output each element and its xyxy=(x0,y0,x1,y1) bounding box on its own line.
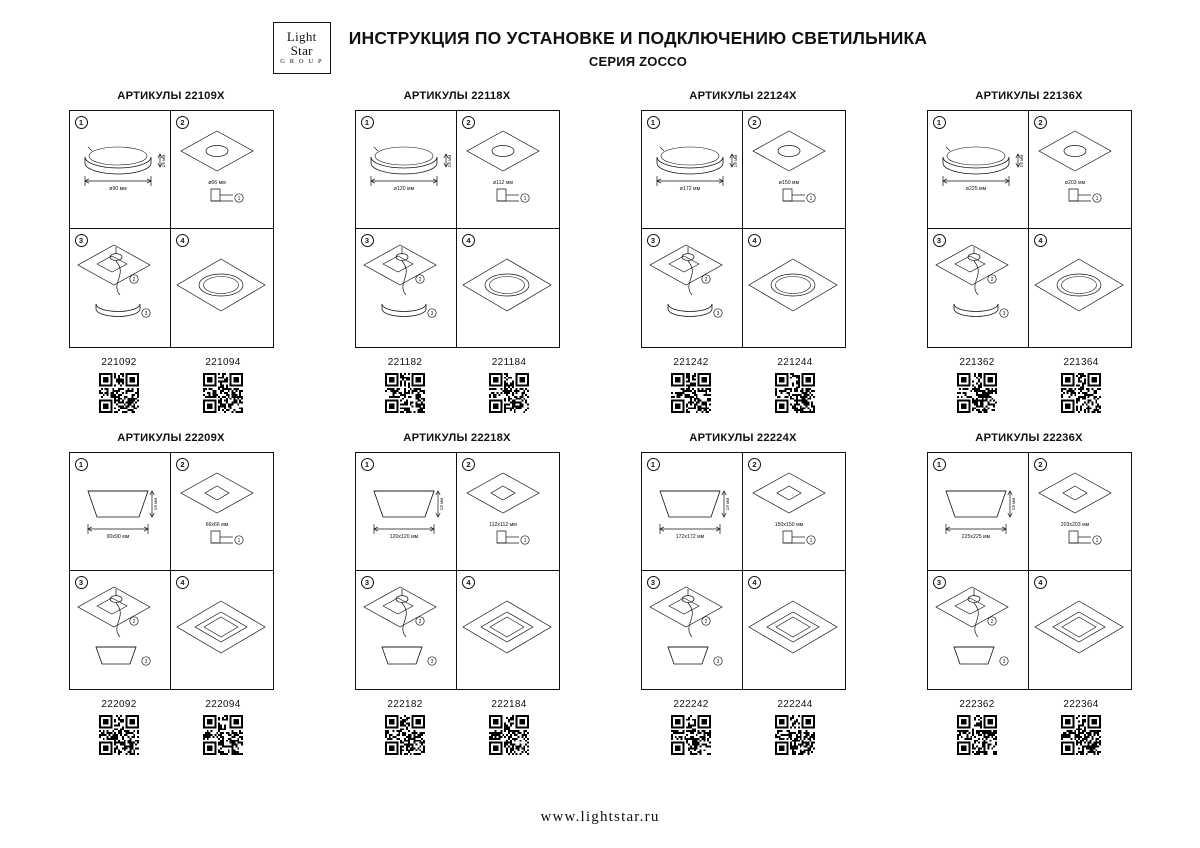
qr-code-icon[interactable] xyxy=(489,373,529,413)
step-number-badge: 3 xyxy=(647,576,660,589)
svg-text:2: 2 xyxy=(704,277,707,283)
svg-text:3: 3 xyxy=(1002,659,1005,665)
article-group-title: АРТИКУЛЫ 22109X xyxy=(117,90,225,102)
svg-text:ø120 мм: ø120 мм xyxy=(393,186,414,192)
product-code-item xyxy=(764,699,826,760)
groups-container xyxy=(0,90,1200,760)
svg-text:1: 1 xyxy=(237,538,241,544)
step-diagram-3 xyxy=(70,229,172,347)
installation-step-3 xyxy=(70,229,172,347)
step-number-badge: 3 xyxy=(361,234,374,247)
product-codes xyxy=(900,357,1158,418)
step-diagram-3 xyxy=(356,229,458,347)
installation-step-3 xyxy=(642,571,744,689)
step-number-badge: 3 xyxy=(933,234,946,247)
step-number-badge: 4 xyxy=(176,576,189,589)
product-code-item xyxy=(1050,699,1112,760)
step-diagram-2 xyxy=(457,453,559,571)
product-code-item xyxy=(192,699,254,760)
step-diagram-2 xyxy=(1029,453,1131,571)
step-diagram-3 xyxy=(642,571,744,689)
step-diagram-2 xyxy=(743,453,845,571)
article-group-title: АРТИКУЛЫ 22224X xyxy=(689,432,797,444)
step-diagram-3 xyxy=(642,229,744,347)
svg-text:2: 2 xyxy=(990,277,993,283)
product-code-label: 222244 xyxy=(777,699,813,710)
article-group-title: АРТИКУЛЫ 22218X xyxy=(403,432,511,444)
product-code-label: 222182 xyxy=(387,699,423,710)
svg-text:3: 3 xyxy=(716,659,719,665)
svg-text:90x90 мм: 90x90 мм xyxy=(106,534,129,540)
step-diagram-4 xyxy=(1029,571,1131,689)
step-diagram-1 xyxy=(642,453,744,571)
qr-code-icon[interactable] xyxy=(775,373,815,413)
qr-code-icon[interactable] xyxy=(957,715,997,755)
article-group xyxy=(328,432,586,760)
step-number-badge: 1 xyxy=(75,116,88,129)
installation-steps-grid xyxy=(69,110,274,348)
step-number-badge: 1 xyxy=(647,458,660,471)
product-codes xyxy=(614,699,872,760)
product-code-label: 222364 xyxy=(1063,699,1099,710)
product-code-item xyxy=(374,357,436,418)
installation-step-1 xyxy=(642,453,744,571)
article-group xyxy=(42,432,300,760)
svg-text:225x225 мм: 225x225 мм xyxy=(961,534,990,540)
installation-step-1 xyxy=(928,453,1030,571)
product-code-item xyxy=(88,357,150,418)
product-code-label: 222362 xyxy=(959,699,995,710)
qr-code-icon[interactable] xyxy=(99,373,139,413)
svg-text:ø150 мм: ø150 мм xyxy=(778,180,800,186)
qr-code-icon[interactable] xyxy=(1061,373,1101,413)
installation-step-2 xyxy=(171,453,273,571)
svg-text:3: 3 xyxy=(430,659,433,665)
svg-text:19 мм: 19 мм xyxy=(152,497,158,511)
svg-text:120x120 мм: 120x120 мм xyxy=(389,534,418,540)
step-diagram-2 xyxy=(1029,111,1131,229)
product-code-label: 221364 xyxy=(1063,357,1099,368)
installation-step-3 xyxy=(356,571,458,689)
product-code-item xyxy=(374,699,436,760)
installation-step-3 xyxy=(928,571,1030,689)
installation-steps-grid xyxy=(355,452,560,690)
svg-text:ø172 мм: ø172 мм xyxy=(679,186,700,192)
installation-step-3 xyxy=(70,571,172,689)
article-group xyxy=(328,90,586,418)
website-url: www.lightstar.ru xyxy=(540,809,660,825)
installation-step-4 xyxy=(171,229,273,347)
step-number-badge: 1 xyxy=(647,116,660,129)
article-group-title: АРТИКУЛЫ 22124X xyxy=(689,90,797,102)
installation-step-4 xyxy=(457,571,559,689)
article-group-title: АРТИКУЛЫ 22118X xyxy=(403,90,511,102)
qr-code-icon[interactable] xyxy=(489,715,529,755)
svg-text:ø225 мм: ø225 мм xyxy=(965,186,986,192)
step-diagram-2 xyxy=(743,111,845,229)
svg-text:2: 2 xyxy=(704,619,707,625)
svg-text:3: 3 xyxy=(1002,311,1005,317)
installation-steps-grid xyxy=(641,452,846,690)
step-number-badge: 3 xyxy=(361,576,374,589)
product-code-item xyxy=(478,699,540,760)
step-number-badge: 4 xyxy=(1034,234,1047,247)
step-number-badge: 2 xyxy=(462,116,475,129)
qr-code-icon[interactable] xyxy=(385,715,425,755)
installation-step-1 xyxy=(356,111,458,229)
step-diagram-4 xyxy=(171,229,273,347)
step-diagram-1 xyxy=(356,111,458,229)
step-diagram-3 xyxy=(356,571,458,689)
groups-row-round xyxy=(0,90,1200,418)
svg-text:19 мм: 19 мм xyxy=(732,154,738,168)
qr-code-icon[interactable] xyxy=(671,715,711,755)
logo-line-1: Light xyxy=(286,29,317,45)
installation-steps-grid xyxy=(355,110,560,348)
installation-step-4 xyxy=(171,571,273,689)
qr-code-icon[interactable] xyxy=(385,373,425,413)
product-code-label: 221182 xyxy=(387,357,423,368)
product-codes xyxy=(328,699,586,760)
svg-text:3: 3 xyxy=(430,311,433,317)
svg-text:3: 3 xyxy=(144,659,147,665)
svg-text:66x66 мм: 66x66 мм xyxy=(205,522,229,528)
installation-step-2 xyxy=(457,111,559,229)
step-number-badge: 3 xyxy=(75,234,88,247)
article-group-title: АРТИКУЛЫ 22209X xyxy=(117,432,225,444)
installation-step-4 xyxy=(743,229,845,347)
svg-text:1: 1 xyxy=(523,538,527,544)
step-diagram-4 xyxy=(743,229,845,347)
installation-step-1 xyxy=(642,111,744,229)
product-code-label: 222242 xyxy=(673,699,709,710)
svg-text:3: 3 xyxy=(144,311,147,317)
title-block xyxy=(349,28,928,69)
step-diagram-4 xyxy=(457,571,559,689)
step-number-badge: 2 xyxy=(748,116,761,129)
step-diagram-1 xyxy=(356,453,458,571)
svg-text:1: 1 xyxy=(523,196,527,202)
step-number-badge: 2 xyxy=(176,116,189,129)
step-number-badge: 4 xyxy=(176,234,189,247)
step-number-badge: 3 xyxy=(933,576,946,589)
installation-step-2 xyxy=(171,111,273,229)
article-group-title: АРТИКУЛЫ 22236X xyxy=(975,432,1083,444)
svg-text:19 мм: 19 мм xyxy=(1018,154,1024,168)
step-diagram-2 xyxy=(171,111,273,229)
product-code-label: 221242 xyxy=(673,357,709,368)
product-code-item xyxy=(660,699,722,760)
svg-text:1: 1 xyxy=(1095,538,1099,544)
installation-step-1 xyxy=(70,111,172,229)
step-diagram-3 xyxy=(70,571,172,689)
article-group xyxy=(42,90,300,418)
installation-step-2 xyxy=(743,453,845,571)
step-diagram-3 xyxy=(928,229,1030,347)
svg-text:2: 2 xyxy=(418,619,421,625)
qr-code-icon[interactable] xyxy=(99,715,139,755)
svg-text:19 мм: 19 мм xyxy=(724,497,730,511)
installation-step-2 xyxy=(1029,111,1131,229)
product-code-label: 221092 xyxy=(101,357,137,368)
step-diagram-1 xyxy=(642,111,744,229)
page-title: ИНСТРУКЦИЯ ПО УСТАНОВКЕ И ПОДКЛЮЧЕНИЮ СВЕТИЛЬНИКА xyxy=(348,27,928,48)
installation-step-1 xyxy=(928,111,1030,229)
step-number-badge: 2 xyxy=(1034,458,1047,471)
installation-step-2 xyxy=(743,111,845,229)
step-number-badge: 4 xyxy=(748,576,761,589)
logo-line-3: G R O U P xyxy=(280,57,324,65)
page-header xyxy=(0,0,1200,74)
installation-steps-grid xyxy=(69,452,274,690)
svg-text:ø112 мм: ø112 мм xyxy=(492,180,514,186)
step-number-badge: 3 xyxy=(75,576,88,589)
step-number-badge: 1 xyxy=(361,458,374,471)
installation-step-2 xyxy=(1029,453,1131,571)
svg-text:ø90 мм: ø90 мм xyxy=(108,186,127,192)
installation-steps-grid xyxy=(927,452,1132,690)
article-group xyxy=(614,90,872,418)
step-number-badge: 1 xyxy=(361,116,374,129)
product-code-item xyxy=(764,357,826,418)
product-code-label: 221244 xyxy=(777,357,813,368)
svg-text:2: 2 xyxy=(132,619,135,625)
product-codes xyxy=(328,357,586,418)
svg-text:150x150 мм: 150x150 мм xyxy=(774,522,804,528)
product-code-item xyxy=(946,357,1008,418)
svg-text:ø203 мм: ø203 мм xyxy=(1064,180,1086,186)
installation-step-4 xyxy=(743,571,845,689)
logo-line-2: Star xyxy=(290,42,313,58)
article-group-title: АРТИКУЛЫ 22136X xyxy=(975,90,1083,102)
step-diagram-4 xyxy=(171,571,273,689)
step-number-badge: 3 xyxy=(647,234,660,247)
groups-row-square xyxy=(0,432,1200,760)
installation-steps-grid xyxy=(927,110,1132,348)
step-number-badge: 4 xyxy=(1034,576,1047,589)
step-diagram-2 xyxy=(457,111,559,229)
step-number-badge: 1 xyxy=(933,116,946,129)
lightstar-logo xyxy=(273,22,331,74)
installation-step-4 xyxy=(1029,571,1131,689)
product-code-label: 221362 xyxy=(959,357,995,368)
qr-code-icon[interactable] xyxy=(671,373,711,413)
qr-code-icon[interactable] xyxy=(203,715,243,755)
page-footer xyxy=(0,808,1200,826)
svg-text:2: 2 xyxy=(990,619,993,625)
installation-steps-grid xyxy=(641,110,846,348)
step-number-badge: 4 xyxy=(462,576,475,589)
product-code-item xyxy=(88,699,150,760)
step-diagram-1 xyxy=(70,111,172,229)
svg-text:1: 1 xyxy=(1095,196,1099,202)
article-group xyxy=(900,432,1158,760)
svg-text:3: 3 xyxy=(716,311,719,317)
product-codes xyxy=(900,699,1158,760)
product-code-item xyxy=(478,357,540,418)
svg-text:203x203 мм: 203x203 мм xyxy=(1060,522,1090,528)
product-codes xyxy=(42,357,300,418)
qr-code-icon[interactable] xyxy=(957,373,997,413)
qr-code-icon[interactable] xyxy=(775,715,815,755)
product-code-label: 221094 xyxy=(205,357,241,368)
product-code-item xyxy=(1050,357,1112,418)
article-group xyxy=(614,432,872,760)
product-code-label: 222092 xyxy=(101,699,137,710)
qr-code-icon[interactable] xyxy=(203,373,243,413)
installation-step-4 xyxy=(1029,229,1131,347)
svg-text:1: 1 xyxy=(237,196,241,202)
svg-text:1: 1 xyxy=(809,196,813,202)
product-code-item xyxy=(192,357,254,418)
svg-text:1: 1 xyxy=(809,538,813,544)
installation-step-3 xyxy=(356,229,458,347)
svg-text:112x112 мм: 112x112 мм xyxy=(489,522,517,528)
installation-step-3 xyxy=(642,229,744,347)
step-diagram-4 xyxy=(457,229,559,347)
svg-text:19 мм: 19 мм xyxy=(160,154,166,168)
product-code-item xyxy=(946,699,1008,760)
installation-step-1 xyxy=(70,453,172,571)
step-diagram-3 xyxy=(928,571,1030,689)
step-number-badge: 4 xyxy=(462,234,475,247)
svg-text:172x172 мм: 172x172 мм xyxy=(675,534,704,540)
installation-step-1 xyxy=(356,453,458,571)
svg-text:19 мм: 19 мм xyxy=(438,497,444,511)
product-code-label: 222094 xyxy=(205,699,241,710)
product-code-label: 222184 xyxy=(491,699,527,710)
svg-text:2: 2 xyxy=(132,277,135,283)
svg-text:ø66 мм: ø66 мм xyxy=(208,180,226,186)
svg-text:19 мм: 19 мм xyxy=(446,154,452,168)
step-number-badge: 2 xyxy=(462,458,475,471)
step-diagram-4 xyxy=(1029,229,1131,347)
svg-text:2: 2 xyxy=(418,277,421,283)
installation-step-2 xyxy=(457,453,559,571)
step-diagram-1 xyxy=(928,453,1030,571)
step-number-badge: 4 xyxy=(748,234,761,247)
installation-step-4 xyxy=(457,229,559,347)
product-codes xyxy=(42,699,300,760)
product-code-label: 221184 xyxy=(491,357,527,368)
installation-step-3 xyxy=(928,229,1030,347)
step-number-badge: 2 xyxy=(1034,116,1047,129)
step-number-badge: 1 xyxy=(933,458,946,471)
product-codes xyxy=(614,357,872,418)
step-diagram-1 xyxy=(928,111,1030,229)
product-code-item xyxy=(660,357,722,418)
qr-code-icon[interactable] xyxy=(1061,715,1101,755)
article-group xyxy=(900,90,1158,418)
svg-text:19 мм: 19 мм xyxy=(1010,497,1016,511)
step-diagram-4 xyxy=(743,571,845,689)
step-diagram-1 xyxy=(70,453,172,571)
page-subtitle: СЕРИЯ ZOCCO xyxy=(588,53,688,69)
step-diagram-2 xyxy=(171,453,273,571)
step-number-badge: 2 xyxy=(748,458,761,471)
step-number-badge: 2 xyxy=(176,458,189,471)
step-number-badge: 1 xyxy=(75,458,88,471)
